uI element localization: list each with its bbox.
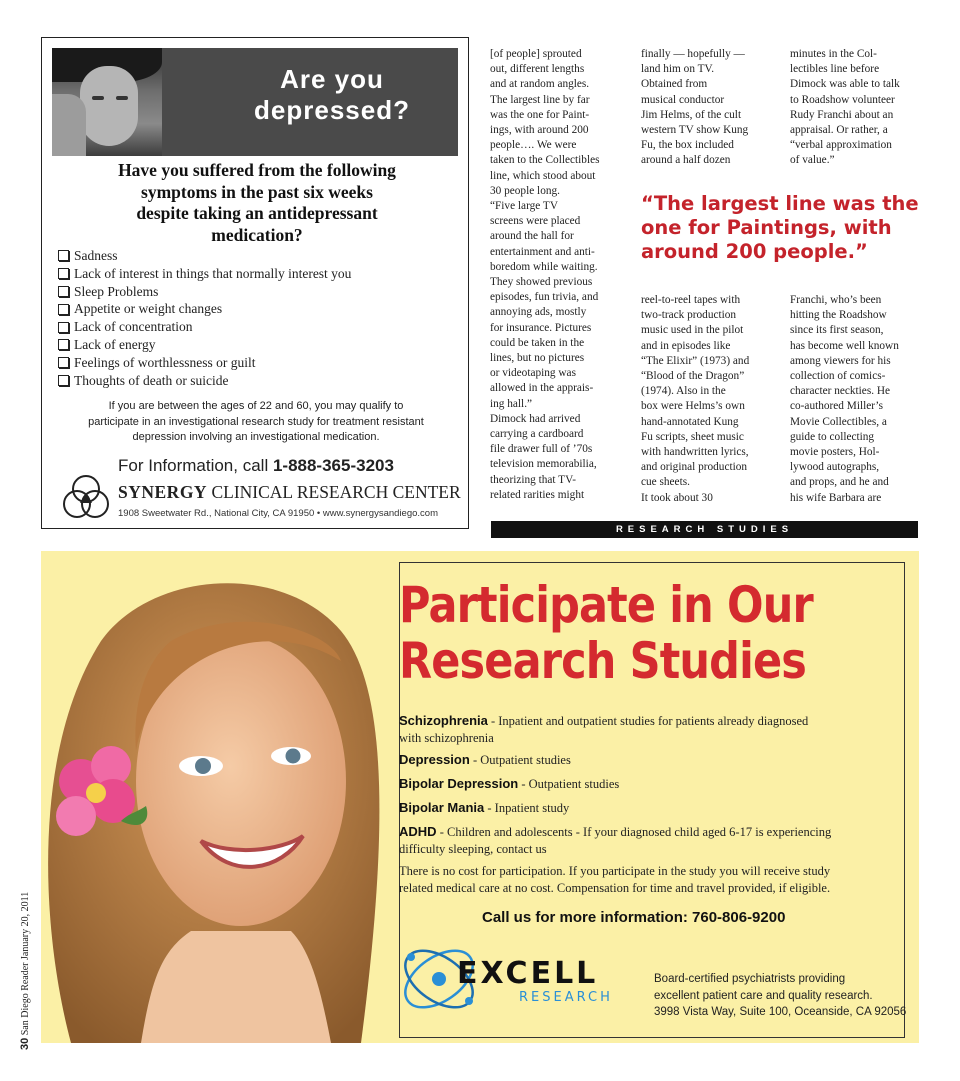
research-center-name: SYNERGY CLINICAL RESEARCH CENTER [118, 482, 461, 502]
symptom-item: Sadness [58, 247, 351, 265]
article-line: file drawer full of ’70s [490, 443, 593, 456]
study-schizophrenia: Schizophrenia - Inpatient and outpatient studies for patients already diagnosed with schizophrenia [399, 713, 809, 745]
checkbox-icon [58, 286, 69, 297]
article-line: minutes in the Col- [790, 48, 877, 60]
excell-research-logo-icon [399, 939, 644, 1019]
study-bipolar-depression: Bipolar Depression - Outpatient studies [399, 776, 620, 791]
depression-study-ad [41, 37, 469, 529]
article-line: entertainment and anti- [490, 245, 595, 258]
article-line: Movie Collectibles, a [790, 415, 887, 428]
study-depression: Depression - Outpatient studies [399, 752, 571, 767]
ad-banner [52, 48, 458, 156]
article-line: Rudy Franchi about an [790, 108, 894, 121]
article-line: was the one for Paint- [490, 108, 590, 121]
article-line: for insurance. Pictures [490, 321, 592, 334]
article-line: It took about 30 [641, 491, 713, 504]
article-line: boredom while waiting. [490, 260, 598, 273]
center-address: 1908 Sweetwater Rd., National City, CA 91950 • www.synergysandiego.com [118, 508, 438, 519]
eligibility-note: If you are between the ages of 22 and 60, you may qualify to participate in an investigational research study for treatment resistant depression involving an investigational medication. [88, 400, 424, 443]
article-line: Franchi, who’s been [790, 294, 882, 306]
article-line: or videotaping was [490, 367, 576, 380]
article-line: co-authored Miller’s [790, 400, 883, 413]
article-line: Dimock was able to talk [790, 78, 900, 91]
call-to-action[interactable]: Call us for more information: 760-806-9200 [482, 909, 786, 926]
article-line: allowed in the apprais- [490, 382, 594, 395]
article-line: musical conductor [641, 93, 725, 106]
article-line: 30 people long. [490, 184, 560, 197]
symptom-list [58, 247, 351, 389]
article-line: taken to the Collectibles [490, 154, 600, 167]
article-line: carrying a cardboard [490, 428, 584, 441]
article-line: lywood autographs, [790, 461, 880, 474]
article-line: land him on TV. [641, 63, 715, 76]
ad-headline [212, 64, 452, 126]
article-line: and original production [641, 461, 748, 474]
headline-line-1: Are you [280, 64, 384, 94]
depressed-woman-photo [52, 48, 162, 156]
ad-title: Participate in Our Research Studies [399, 576, 813, 690]
symptom-item: Thoughts of death or suicide [58, 372, 351, 390]
article-line: has become well known [790, 339, 899, 352]
article-line: character neckties. He [790, 385, 891, 398]
article-line: hitting the Roadshow [790, 309, 887, 322]
article-line: “verbal approximation [790, 139, 892, 152]
article-line: screens were placed [490, 215, 581, 228]
logo-sub: RESEARCH [519, 990, 613, 1005]
article-line: since its first season, [790, 324, 884, 337]
article-line: They showed previous [490, 276, 593, 289]
article-line: and in episodes like [641, 339, 731, 352]
checkbox-icon [58, 357, 69, 368]
article-column-1 [490, 47, 618, 503]
checkbox-icon [58, 339, 69, 350]
article-line: cue sheets. [641, 476, 690, 489]
article-line: Obtained from [641, 78, 708, 91]
article-line: Fu, the box included [641, 139, 734, 152]
headline-line-2: depressed? [254, 95, 410, 125]
article-line: music used in the pilot [641, 324, 744, 337]
symptom-item: Feelings of worthlessness or guilt [58, 354, 351, 372]
article-line: television memorabilia, [490, 458, 597, 471]
article-line: episodes, fun trivia, and [490, 291, 599, 304]
article-line: people…. We were [490, 139, 577, 152]
article-line: The largest line by far [490, 93, 590, 106]
research-studies-ad [41, 551, 919, 1043]
article-line: of value.” [790, 154, 835, 167]
info-line: For Information, call 1-888-365-3203 [118, 456, 394, 475]
smiling-woman-photo [41, 551, 391, 1043]
article-line: [of people] sprouted [490, 48, 582, 60]
study-bipolar-mania: Bipolar Mania - Inpatient study [399, 800, 570, 815]
article-line: Jim Helms, of the cult [641, 108, 742, 121]
article-line: reel-to-reel tapes with [641, 294, 741, 306]
article-line: guide to collecting [790, 430, 875, 443]
article-line: western TV show Kung [641, 124, 749, 137]
article-line: among viewers for his [790, 354, 891, 367]
article-line: Fu scripts, sheet music [641, 430, 744, 443]
article-line: annoying ads, mostly [490, 306, 587, 319]
article-line: (1974). Also in the [641, 385, 726, 398]
cost-note: There is no cost for participation. If you participate in the study you will receive study related medical care at no cost. Compensation for time and travel provided, if eligible. [399, 864, 831, 895]
article-line: appraisal. Or rather, a [790, 124, 888, 137]
article-column-3-bottom [790, 293, 920, 506]
symptom-item: Lack of energy [58, 336, 351, 354]
symptom-item: Lack of concentration [58, 318, 351, 336]
article-column-3-top [790, 47, 920, 169]
article-line: related rarities might [490, 488, 585, 501]
article-line: lines, but no pictures [490, 352, 585, 365]
article-line: Dimock had arrived [490, 412, 581, 425]
symptom-item: Appetite or weight changes [58, 300, 351, 318]
question-line: symptoms in the past six weeks [141, 181, 373, 202]
article-line: “Five large TV [490, 200, 558, 213]
article-line: lectibles line before [790, 63, 880, 76]
study-adhd: ADHD - Children and adolescents - If your diagnosed child aged 6-17 is experiencing difficulty sleeping, contact us [399, 824, 832, 856]
article-line: around the hall for [490, 230, 574, 243]
article-line: ings, with around 200 [490, 124, 589, 137]
article-line: ing hall.” [490, 397, 533, 410]
article-column-2-bottom [641, 293, 771, 506]
article-line: around a half dozen [641, 154, 731, 167]
checkbox-icon [58, 322, 69, 333]
section-header-bar: RESEARCH STUDIES [491, 521, 918, 538]
article-line: line, which stood about [490, 169, 596, 182]
ad-tagline: Board-certified psychiatrists providing excellent patient care and quality research. 3998 Vista Way, Suite 100, Oceanside, CA 92056 [654, 973, 907, 1018]
article-line: hand-annotated Kung [641, 415, 739, 428]
question-line: medication? [211, 224, 303, 245]
symptom-question [82, 160, 432, 246]
checkbox-icon [58, 268, 69, 279]
logo-word: EXCELL [457, 956, 599, 991]
article-line: “The Elixir” (1973) and [641, 354, 750, 367]
phone-number[interactable]: 1-888-365-3203 [272, 456, 394, 475]
article-line: box were Helms’s own [641, 400, 745, 413]
article-line: finally — hopefully — [641, 48, 745, 60]
article-line: movie posters, Hol- [790, 446, 880, 459]
article-line: theorizing that TV- [490, 473, 576, 486]
question-line: Have you suffered from the following [118, 160, 396, 180]
article-line: with handwritten lyrics, [641, 446, 749, 459]
article-line: could be taken in the [490, 336, 585, 349]
article-line: and at random angles. [490, 78, 590, 91]
article-line: two-track production [641, 309, 737, 322]
checkbox-icon [58, 375, 69, 386]
checkbox-icon [58, 250, 69, 261]
checkbox-icon [58, 304, 69, 315]
question-line: despite taking an antidepressant [136, 203, 378, 223]
symptom-item: Sleep Problems [58, 283, 351, 301]
pull-quote: “The largest line was the one for Paintings, with around 200 people.” [641, 192, 919, 263]
article-line: collection of comics- [790, 370, 886, 383]
article-line: “Blood of the Dragon” [641, 370, 745, 383]
article-line: to Roadshow volunteer [790, 93, 895, 106]
article-column-2-top [641, 47, 771, 169]
page-folio: 30 San Diego Reader January 20, 2011 [19, 891, 31, 1050]
article-line: and props, and he and [790, 476, 889, 489]
symptom-item: Lack of interest in things that normally interest you [58, 265, 351, 283]
synergy-logo-icon [58, 472, 114, 522]
article-line: his wife Barbara are [790, 491, 882, 504]
article-line: out, different lengths [490, 63, 585, 76]
